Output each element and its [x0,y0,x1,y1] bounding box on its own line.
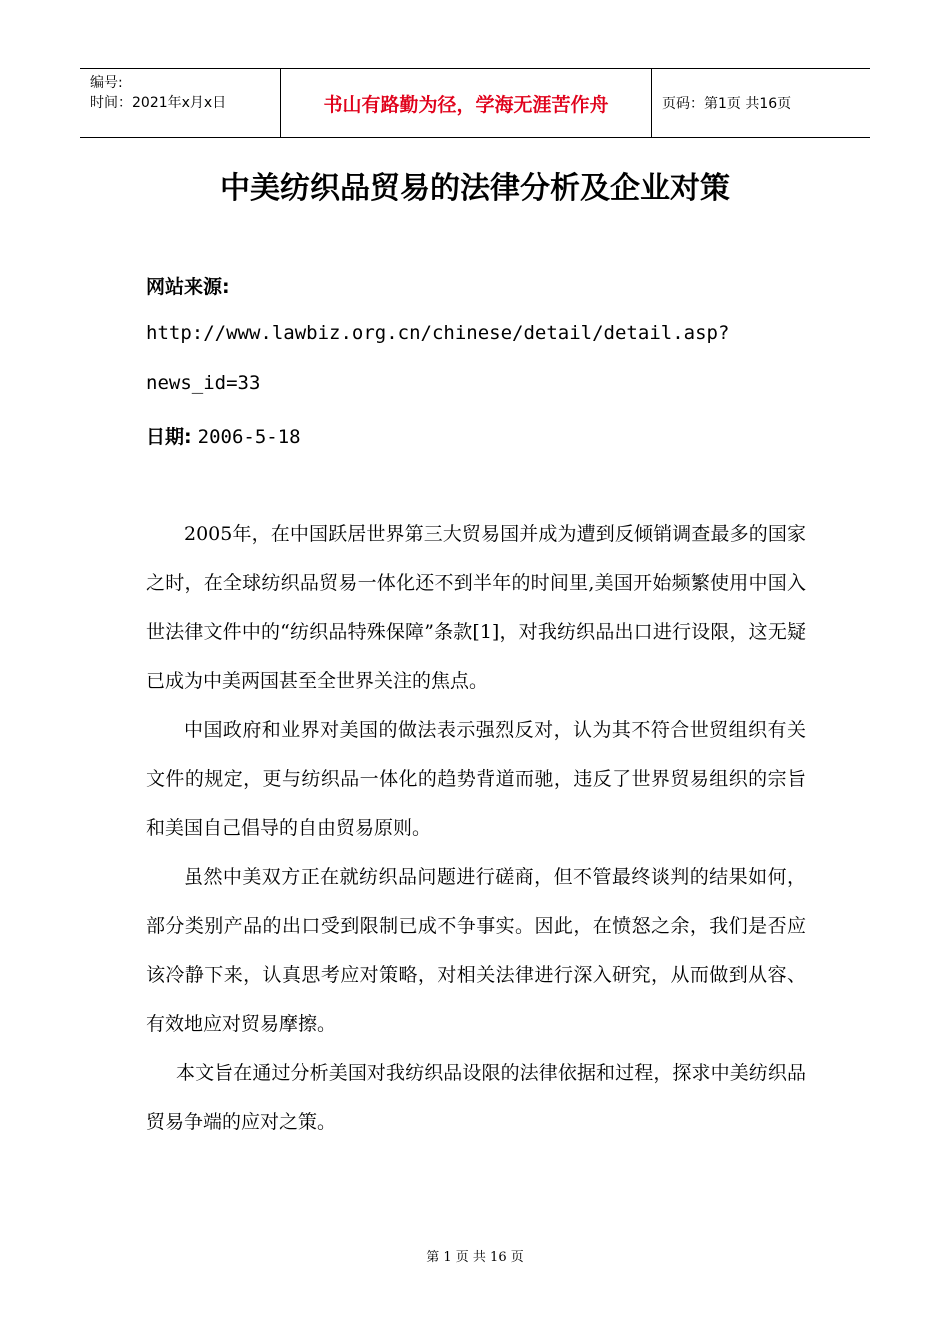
header-left-cell [80,69,281,137]
paragraph-3: 虽然中美双方正在就纺织品问题进行磋商，但不管最终谈判的结果如何，部分类别产品的出口受到限制已成不争事实。因此，在愤怒之余，我们是否应该冷静下来，认真思考应对策略，对相关法律进行深入研究，从而做到从容、有效地应对贸易摩擦。 [146,866,806,1035]
header-page-info: 页码：第1页 共16页 [662,96,792,112]
article-body [146,510,806,1147]
document-time-label: 时间：2021年x月x日 [90,95,227,111]
page-footer: 第 1 页 共 16 页 [426,1250,524,1265]
date-label: 日期: [146,426,192,448]
document-number-label: 编号: [90,75,123,91]
source-label: 网站来源: [146,276,230,298]
source-url-line1: http://www.lawbiz.org.cn/chinese/detail/detail.asp? [146,322,730,344]
header-table [80,68,870,138]
document-title: 中美纺织品贸易的法律分析及企业对策 [220,171,730,206]
header-motto: 书山有路勤为径，学海无涯苦作舟 [281,69,652,137]
paragraph-2: 中国政府和业界对美国的做法表示强烈反对，认为其不符合世贸组织有关文件的规定，更与纺织品一体化的趋势背道而驰，违反了世界贸易组织的宗旨和美国自己倡导的自由贸易原则。 [146,719,806,839]
paragraph-1: 2005年，在中国跃居世界第三大贸易国并成为遭到反倾销调查最多的国家之时，在全球纺织品贸易一体化还不到半年的时间里,美国开始频繁使用中国入世法律文件中的“纺织品特殊保障”条款[1]，对我纺织品出口进行设限，这无疑已成为中美两国甚至全世界关注的焦点。 [146,523,806,692]
date-value: 2006-5-18 [197,426,301,448]
paragraph-4: 本文旨在通过分析美国对我纺织品设限的法律依据和过程，探求中美纺织品贸易争端的应对之策。 [146,1062,806,1133]
source-url-line2: news_id=33 [146,372,261,394]
date-line [146,422,301,449]
